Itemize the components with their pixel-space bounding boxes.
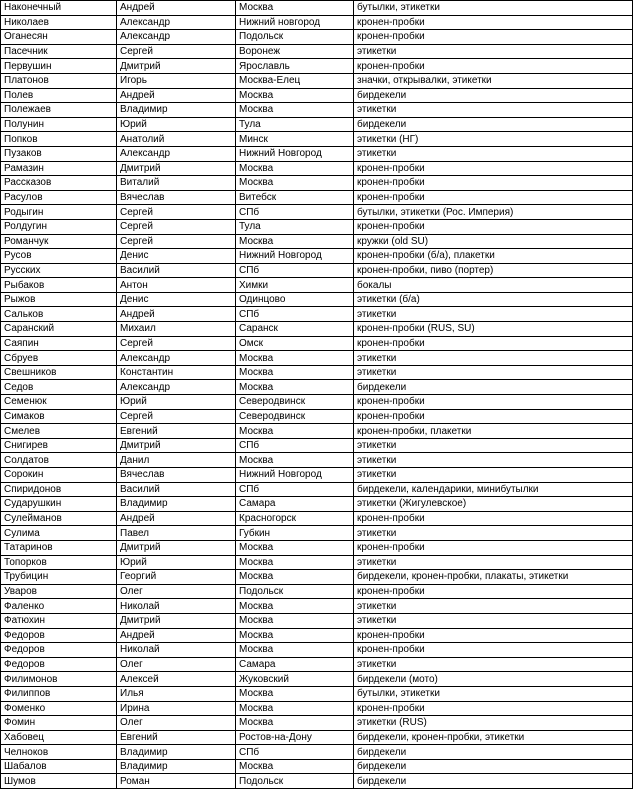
city-cell: Москва <box>236 716 354 731</box>
collection-items-cell: бокалы <box>354 278 633 293</box>
first-name-cell: Александр <box>117 15 236 30</box>
first-name-cell: Андрей <box>117 88 236 103</box>
city-cell: Минск <box>236 132 354 147</box>
collection-items-cell: бирдекели <box>354 745 633 760</box>
city-cell: Одинцово <box>236 292 354 307</box>
city-cell: Губкин <box>236 526 354 541</box>
collection-items-cell: кронен-пробки <box>354 628 633 643</box>
table-row <box>1 745 633 760</box>
table-row <box>1 497 633 512</box>
city-cell: Москва <box>236 365 354 380</box>
first-name-cell: Николай <box>117 643 236 658</box>
collection-items-cell: этикетки <box>354 555 633 570</box>
first-name-cell: Юрий <box>117 395 236 410</box>
city-cell: Ростов-на-Дону <box>236 730 354 745</box>
surname-cell: Сулейманов <box>1 511 117 526</box>
collection-items-cell: кронен-пробки, плакетки <box>354 424 633 439</box>
table-row <box>1 526 633 541</box>
table-row <box>1 701 633 716</box>
table-row <box>1 103 633 118</box>
table-row <box>1 730 633 745</box>
first-name-cell: Роман <box>117 774 236 789</box>
first-name-cell: Владимир <box>117 759 236 774</box>
collection-items-cell: кронен-пробки <box>354 190 633 205</box>
surname-cell: Пасечник <box>1 44 117 59</box>
collection-items-cell: кронен-пробки <box>354 336 633 351</box>
surname-cell: Наконечный <box>1 1 117 16</box>
collection-items-cell: кронен-пробки <box>354 176 633 191</box>
first-name-cell: Вячеслав <box>117 468 236 483</box>
city-cell: Москва <box>236 555 354 570</box>
city-cell: Москва <box>236 351 354 366</box>
table-row <box>1 278 633 293</box>
table-row <box>1 234 633 249</box>
collection-items-cell: бирдекели, кронен-пробки, плакаты, этикетки <box>354 570 633 585</box>
table-row <box>1 30 633 45</box>
table-row <box>1 570 633 585</box>
city-cell: Москва <box>236 234 354 249</box>
first-name-cell: Владимир <box>117 745 236 760</box>
surname-cell: Фоменко <box>1 701 117 716</box>
city-cell: Москва <box>236 161 354 176</box>
first-name-cell: Павел <box>117 526 236 541</box>
city-cell: Подольск <box>236 30 354 45</box>
city-cell: Москва <box>236 424 354 439</box>
table-row <box>1 336 633 351</box>
collection-items-cell: этикетки <box>354 453 633 468</box>
collection-items-cell: бирдекели, кронен-пробки, этикетки <box>354 730 633 745</box>
surname-cell: Сударушкин <box>1 497 117 512</box>
city-cell: Москва <box>236 176 354 191</box>
collection-items-cell: бирдекели, календарики, минибутылки <box>354 482 633 497</box>
collection-items-cell: кронен-пробки <box>354 511 633 526</box>
surname-cell: Солдатов <box>1 453 117 468</box>
table-row <box>1 511 633 526</box>
city-cell: Ярославль <box>236 59 354 74</box>
first-name-cell: Алексей <box>117 672 236 687</box>
surname-cell: Топорков <box>1 555 117 570</box>
first-name-cell: Александр <box>117 30 236 45</box>
table-row <box>1 219 633 234</box>
city-cell: Москва <box>236 701 354 716</box>
collection-items-cell: кружки (old SU) <box>354 234 633 249</box>
city-cell: Нижний Новгород <box>236 249 354 264</box>
collection-items-cell: кронен-пробки <box>354 540 633 555</box>
surname-cell: Романчук <box>1 234 117 249</box>
collection-items-cell: кронен-пробки <box>354 161 633 176</box>
surname-cell: Оганесян <box>1 30 117 45</box>
surname-cell: Трубицин <box>1 570 117 585</box>
collection-items-cell: кронен-пробки <box>354 30 633 45</box>
collection-items-cell: этикетки <box>354 438 633 453</box>
first-name-cell: Данил <box>117 453 236 468</box>
surname-cell: Федоров <box>1 657 117 672</box>
city-cell: Москва <box>236 686 354 701</box>
city-cell: Подольск <box>236 774 354 789</box>
city-cell: Москва <box>236 453 354 468</box>
city-cell: Москва <box>236 599 354 614</box>
collection-items-cell: этикетки <box>354 307 633 322</box>
city-cell: Витебск <box>236 190 354 205</box>
first-name-cell: Сергей <box>117 205 236 220</box>
city-cell: Нижний Новгород <box>236 468 354 483</box>
city-cell: СПб <box>236 307 354 322</box>
table-row <box>1 424 633 439</box>
first-name-cell: Игорь <box>117 73 236 88</box>
collection-items-cell: бутылки, этикетки (Рос. Империя) <box>354 205 633 220</box>
city-cell: Саранск <box>236 322 354 337</box>
collection-items-cell: кронен-пробки (RUS, SU) <box>354 322 633 337</box>
city-cell: Воронеж <box>236 44 354 59</box>
first-name-cell: Александр <box>117 380 236 395</box>
first-name-cell: Владимир <box>117 103 236 118</box>
collection-items-cell: бирдекели <box>354 88 633 103</box>
collection-items-cell: бирдекели <box>354 380 633 395</box>
collection-items-cell: кронен-пробки <box>354 219 633 234</box>
surname-cell: Русских <box>1 263 117 278</box>
table-row <box>1 468 633 483</box>
table-row <box>1 716 633 731</box>
city-cell: Северодвинск <box>236 395 354 410</box>
first-name-cell: Дмитрий <box>117 540 236 555</box>
city-cell: Москва <box>236 759 354 774</box>
surname-cell: Полев <box>1 88 117 103</box>
city-cell: СПб <box>236 482 354 497</box>
first-name-cell: Дмитрий <box>117 59 236 74</box>
table-row <box>1 88 633 103</box>
first-name-cell: Илья <box>117 686 236 701</box>
city-cell: СПб <box>236 745 354 760</box>
table-row <box>1 380 633 395</box>
city-cell: Химки <box>236 278 354 293</box>
collection-items-cell: кронен-пробки, пиво (портер) <box>354 263 633 278</box>
city-cell: Москва <box>236 570 354 585</box>
surname-cell: Спиридонов <box>1 482 117 497</box>
collection-items-cell: этикетки <box>354 526 633 541</box>
collection-items-cell: кронен-пробки <box>354 409 633 424</box>
surname-cell: Сулима <box>1 526 117 541</box>
city-cell: Москва <box>236 380 354 395</box>
first-name-cell: Ирина <box>117 701 236 716</box>
collection-items-cell: этикетки <box>354 613 633 628</box>
table-row <box>1 759 633 774</box>
surname-cell: Свешников <box>1 365 117 380</box>
collection-items-cell: кронен-пробки <box>354 59 633 74</box>
surname-cell: Челноков <box>1 745 117 760</box>
collection-items-cell: бутылки, этикетки <box>354 1 633 16</box>
first-name-cell: Олег <box>117 584 236 599</box>
collection-items-cell: кронен-пробки (б/а), плакетки <box>354 249 633 264</box>
surname-cell: Филимонов <box>1 672 117 687</box>
surname-cell: Шабалов <box>1 759 117 774</box>
table-row <box>1 365 633 380</box>
table-row <box>1 453 633 468</box>
city-cell: Москва <box>236 540 354 555</box>
first-name-cell: Денис <box>117 292 236 307</box>
surname-cell: Симаков <box>1 409 117 424</box>
first-name-cell: Василий <box>117 482 236 497</box>
surname-cell: Сальков <box>1 307 117 322</box>
collectors-table-body <box>1 1 633 789</box>
collection-items-cell: этикетки <box>354 657 633 672</box>
surname-cell: Уваров <box>1 584 117 599</box>
city-cell: Красногорск <box>236 511 354 526</box>
first-name-cell: Василий <box>117 263 236 278</box>
table-row <box>1 555 633 570</box>
surname-cell: Рассказов <box>1 176 117 191</box>
table-row <box>1 307 633 322</box>
collection-items-cell: бирдекели (мото) <box>354 672 633 687</box>
first-name-cell: Дмитрий <box>117 438 236 453</box>
collection-items-cell: этикетки <box>354 351 633 366</box>
city-cell: Самара <box>236 657 354 672</box>
surname-cell: Пузаков <box>1 146 117 161</box>
table-row <box>1 774 633 789</box>
surname-cell: Семенюк <box>1 395 117 410</box>
first-name-cell: Денис <box>117 249 236 264</box>
table-row <box>1 117 633 132</box>
table-row <box>1 613 633 628</box>
surname-cell: Фатюхин <box>1 613 117 628</box>
table-row <box>1 132 633 147</box>
first-name-cell: Дмитрий <box>117 613 236 628</box>
surname-cell: Ролдугин <box>1 219 117 234</box>
surname-cell: Саяпин <box>1 336 117 351</box>
collection-items-cell: бирдекели <box>354 759 633 774</box>
first-name-cell: Михаил <box>117 322 236 337</box>
first-name-cell: Сергей <box>117 219 236 234</box>
surname-cell: Саранский <box>1 322 117 337</box>
first-name-cell: Анатолий <box>117 132 236 147</box>
table-row <box>1 672 633 687</box>
surname-cell: Родыгин <box>1 205 117 220</box>
table-row <box>1 409 633 424</box>
collection-items-cell: бутылки, этикетки <box>354 686 633 701</box>
collection-items-cell: этикетки <box>354 44 633 59</box>
collection-items-cell: этикетки <box>354 365 633 380</box>
collection-items-cell: этикетки <box>354 146 633 161</box>
first-name-cell: Олег <box>117 657 236 672</box>
surname-cell: Рыбаков <box>1 278 117 293</box>
table-row <box>1 628 633 643</box>
collection-items-cell: кронен-пробки <box>354 643 633 658</box>
surname-cell: Сбруев <box>1 351 117 366</box>
surname-cell: Филиппов <box>1 686 117 701</box>
first-name-cell: Андрей <box>117 1 236 16</box>
table-row <box>1 657 633 672</box>
collection-items-cell: этикетки <box>354 103 633 118</box>
collection-items-cell: кронен-пробки <box>354 584 633 599</box>
city-cell: Москва <box>236 88 354 103</box>
table-row <box>1 643 633 658</box>
first-name-cell: Сергей <box>117 44 236 59</box>
city-cell: Москва <box>236 628 354 643</box>
collection-items-cell: этикетки (RUS) <box>354 716 633 731</box>
collection-items-cell: кронен-пробки <box>354 701 633 716</box>
collection-items-cell: бирдекели <box>354 774 633 789</box>
first-name-cell: Олег <box>117 716 236 731</box>
city-cell: СПб <box>236 205 354 220</box>
surname-cell: Сорокин <box>1 468 117 483</box>
collection-items-cell: кронен-пробки <box>354 15 633 30</box>
table-row <box>1 249 633 264</box>
surname-cell: Расулов <box>1 190 117 205</box>
city-cell: Омск <box>236 336 354 351</box>
surname-cell: Русов <box>1 249 117 264</box>
city-cell: СПб <box>236 263 354 278</box>
first-name-cell: Антон <box>117 278 236 293</box>
collection-items-cell: бирдекели <box>354 117 633 132</box>
first-name-cell: Сергей <box>117 336 236 351</box>
city-cell: Москва-Елец <box>236 73 354 88</box>
first-name-cell: Владимир <box>117 497 236 512</box>
first-name-cell: Александр <box>117 351 236 366</box>
first-name-cell: Александр <box>117 146 236 161</box>
collection-items-cell: значки, открывалки, этикетки <box>354 73 633 88</box>
table-row <box>1 263 633 278</box>
first-name-cell: Андрей <box>117 307 236 322</box>
city-cell: Самара <box>236 497 354 512</box>
city-cell: Подольск <box>236 584 354 599</box>
first-name-cell: Юрий <box>117 117 236 132</box>
table-row <box>1 146 633 161</box>
surname-cell: Фаленко <box>1 599 117 614</box>
city-cell: Тула <box>236 117 354 132</box>
surname-cell: Федоров <box>1 643 117 658</box>
surname-cell: Фомин <box>1 716 117 731</box>
table-row <box>1 540 633 555</box>
table-row <box>1 176 633 191</box>
surname-cell: Рамазин <box>1 161 117 176</box>
city-cell: Тула <box>236 219 354 234</box>
first-name-cell: Виталий <box>117 176 236 191</box>
first-name-cell: Юрий <box>117 555 236 570</box>
city-cell: Москва <box>236 643 354 658</box>
collection-items-cell: этикетки (б/а) <box>354 292 633 307</box>
table-row <box>1 395 633 410</box>
table-row <box>1 59 633 74</box>
table-row <box>1 73 633 88</box>
table-row <box>1 190 633 205</box>
table-row <box>1 438 633 453</box>
surname-cell: Рыжов <box>1 292 117 307</box>
table-row <box>1 292 633 307</box>
collection-items-cell: этикетки (Жигулевское) <box>354 497 633 512</box>
collection-items-cell: этикетки <box>354 599 633 614</box>
surname-cell: Смелев <box>1 424 117 439</box>
first-name-cell: Андрей <box>117 511 236 526</box>
city-cell: Москва <box>236 103 354 118</box>
surname-cell: Полунин <box>1 117 117 132</box>
first-name-cell: Андрей <box>117 628 236 643</box>
table-row <box>1 161 633 176</box>
table-row <box>1 686 633 701</box>
first-name-cell: Георгий <box>117 570 236 585</box>
first-name-cell: Евгений <box>117 730 236 745</box>
surname-cell: Шумов <box>1 774 117 789</box>
surname-cell: Первушин <box>1 59 117 74</box>
surname-cell: Хабовец <box>1 730 117 745</box>
first-name-cell: Вячеслав <box>117 190 236 205</box>
first-name-cell: Николай <box>117 599 236 614</box>
city-cell: Москва <box>236 1 354 16</box>
table-row <box>1 15 633 30</box>
table-row <box>1 322 633 337</box>
surname-cell: Федоров <box>1 628 117 643</box>
city-cell: Нижний новгород <box>236 15 354 30</box>
first-name-cell: Константин <box>117 365 236 380</box>
city-cell: Северодвинск <box>236 409 354 424</box>
first-name-cell: Сергей <box>117 234 236 249</box>
first-name-cell: Сергей <box>117 409 236 424</box>
collection-items-cell: кронен-пробки <box>354 395 633 410</box>
surname-cell: Полежаев <box>1 103 117 118</box>
surname-cell: Снигирев <box>1 438 117 453</box>
collection-items-cell: этикетки (НГ) <box>354 132 633 147</box>
city-cell: Москва <box>236 613 354 628</box>
collection-items-cell: этикетки <box>354 468 633 483</box>
table-row <box>1 482 633 497</box>
table-row <box>1 351 633 366</box>
city-cell: СПб <box>236 438 354 453</box>
city-cell: Нижний Новгород <box>236 146 354 161</box>
surname-cell: Татаринов <box>1 540 117 555</box>
surname-cell: Николаев <box>1 15 117 30</box>
surname-cell: Попков <box>1 132 117 147</box>
table-row <box>1 599 633 614</box>
table-row <box>1 1 633 16</box>
first-name-cell: Евгений <box>117 424 236 439</box>
table-row <box>1 44 633 59</box>
surname-cell: Седов <box>1 380 117 395</box>
table-row <box>1 205 633 220</box>
first-name-cell: Дмитрий <box>117 161 236 176</box>
surname-cell: Платонов <box>1 73 117 88</box>
city-cell: Жуковский <box>236 672 354 687</box>
table-row <box>1 584 633 599</box>
